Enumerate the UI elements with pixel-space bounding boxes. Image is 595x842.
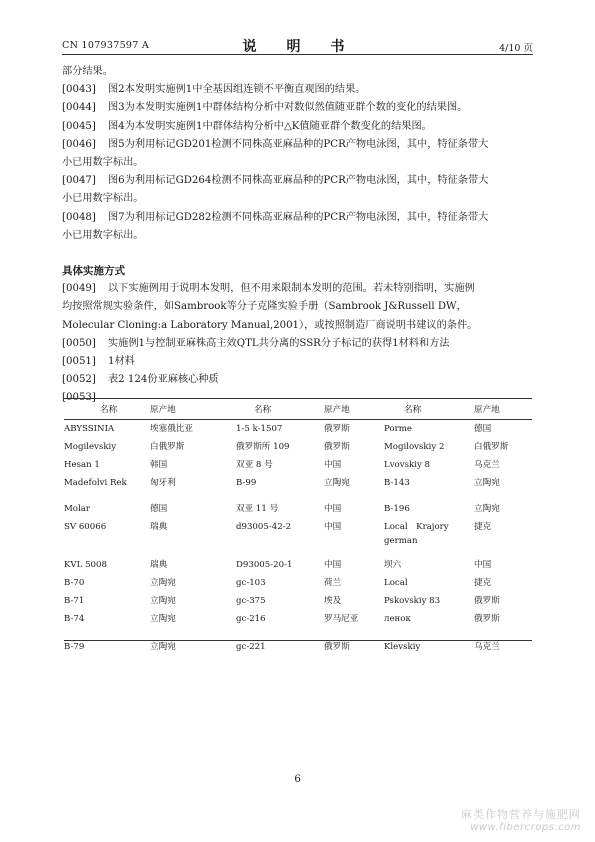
table-cell: 俄罗斯 [324, 642, 350, 652]
paragraph-0050 [62, 335, 537, 353]
table-cell: 坝六 [384, 560, 402, 570]
table-cell: 双亚 8 号 [236, 460, 273, 470]
paragraph-continuation: 小已用数字标出。 [62, 157, 144, 168]
table-cell: 双亚 11 号 [236, 504, 279, 514]
table-cell: B-79 [64, 642, 85, 652]
table-cell: SV 60066 [64, 522, 107, 532]
table-cell: gc-216 [236, 614, 266, 624]
table-cell: Local Krajory german [384, 522, 449, 546]
paragraph-continuation: Molecular Cloning:a Laboratory Manual,2001），或按照制造厂商说明书建议的条件。 [62, 319, 478, 331]
column-header: 名称 [236, 400, 324, 420]
paragraph-tag: [0045] [62, 120, 96, 132]
table-row [64, 628, 532, 656]
table-cell: gc-375 [236, 596, 266, 606]
table-cell: Local [384, 578, 408, 588]
paragraph-text: 1材料 [108, 355, 135, 367]
paragraph-text: 图7为利用标记GD282检测不同株高亚麻品种的PCR产物电泳图，其中，特征条带大 [108, 211, 489, 223]
table-cell: 德国 [150, 504, 168, 514]
paragraph-tag: [0052] [62, 374, 96, 386]
table-cell: Lvovskiy 8 [384, 460, 431, 470]
paragraph-text: 实施例1与控制亚麻株高主效QTL共分离的SSR分子标记的获得1材料和方法 [108, 337, 450, 349]
table-cell: 俄罗斯所 109 [236, 442, 290, 452]
table-cell: Mogilovskiy 2 [384, 442, 445, 452]
table-cell: 荷兰 [324, 578, 342, 588]
table-cell: 俄罗斯 [324, 424, 350, 434]
header-rule [62, 54, 533, 55]
table-cell: 俄罗斯 [474, 596, 500, 606]
paragraph-tag: [0048] [62, 211, 96, 223]
table-row [64, 438, 532, 456]
table-cell: 1-5 k-1507 [236, 424, 283, 434]
paragraph-tag: [0046] [62, 138, 96, 150]
table-row [64, 456, 532, 474]
table-cell: 立陶宛 [474, 478, 500, 488]
table-cell: Hesan 1 [64, 460, 100, 470]
table-cell: B-99 [236, 478, 257, 488]
table-row [64, 492, 532, 518]
table-cell: B-74 [64, 614, 85, 624]
paragraph-continuation: 均按照常规实验条件，如Sambrook等分子克隆实验手册（Sambrook J&Russell DW， [62, 301, 467, 313]
paragraph-continuation: 小已用数字标出。 [62, 193, 144, 205]
table-header-row [64, 400, 532, 420]
header-patent-number: CN 107937597 A [62, 40, 150, 51]
column-header: 名称 [384, 400, 474, 420]
paragraph-tag: [0053] [62, 392, 96, 404]
column-header: 原产地 [474, 400, 532, 420]
paragraph-text: 图4为本发明实施例1中群体结构分析中△K值随亚群个数变化的结果图。 [108, 120, 432, 132]
table-cell: 中国 [324, 460, 342, 470]
table-cell: 瑞典 [150, 522, 168, 532]
figure-paragraph-0043 [62, 81, 537, 99]
paragraph-text: 图2本发明实施例1中全基因组连锁不平衡直观图的结果。 [108, 84, 366, 96]
table-cell: 白俄罗斯 [474, 442, 509, 452]
table-cell: 俄罗斯 [324, 442, 350, 452]
table-cell: 立陶宛 [150, 642, 176, 652]
paragraph-tag: [0051] [62, 355, 96, 367]
paragraph-0049 [62, 280, 537, 335]
column-header: 名称 [64, 400, 150, 420]
table-cell: 立陶宛 [150, 614, 176, 624]
table-cell: 瑞典 [150, 560, 168, 570]
table-cell: 埃及 [324, 596, 342, 606]
table-bottom-rule [64, 640, 532, 641]
table-cell: 中国 [474, 560, 492, 570]
document-body [62, 63, 537, 408]
table-cell: 韩国 [150, 460, 168, 470]
table-cell: 乌克兰 [474, 460, 500, 470]
section-title: 具体实施方式 [62, 264, 125, 277]
table-cell: 白俄罗斯 [150, 442, 185, 452]
table-cell: 立陶宛 [150, 578, 176, 588]
table-cell: 中国 [324, 522, 342, 532]
figure-paragraph-0045 [62, 118, 537, 136]
table-cell: 德国 [474, 424, 492, 434]
header-page-info: 4/10 页 [499, 43, 533, 54]
table-cell: 中国 [324, 504, 342, 514]
table-cell: 俄罗斯 [474, 614, 500, 624]
table-cell: Klevskiy [384, 642, 421, 652]
table-row [64, 574, 532, 592]
table-cell: 匈牙利 [150, 478, 176, 488]
table-top-rule [64, 398, 532, 399]
table-row [64, 610, 532, 628]
table-row [64, 420, 532, 439]
watermark-title: 麻类作物营养与施肥网 [461, 808, 581, 821]
germplasm-table [64, 400, 532, 656]
table-cell: gc-103 [236, 578, 266, 588]
paragraph-0052 [62, 371, 537, 389]
header-title: 说 明 书 [242, 39, 353, 55]
table-cell: ABYSSINIA [64, 424, 115, 434]
paragraph-text: 以下实施例用于说明本发明，但不用来限制本发明的范围。若未特别指明，实施例 [108, 283, 475, 295]
watermark-url: www.fibercrops.com [470, 822, 581, 833]
paragraph-text: 图3为本发明实施例1中群体结构分析中对数似然值随亚群个数的变化的结果图。 [108, 102, 468, 114]
table-row [64, 550, 532, 574]
table-cell: 立陶宛 [150, 596, 176, 606]
table-cell: B-143 [384, 478, 410, 488]
paragraph-tag: [0043] [62, 84, 96, 96]
table-cell: B-196 [384, 504, 410, 514]
table-cell: gc-221 [236, 642, 266, 652]
paragraph-text: 图6为利用标记GD264检测不同株高亚麻品种的PCR产物电泳图，其中，特征条带大 [108, 175, 489, 187]
paragraph-tag: [0049] [62, 283, 96, 295]
table-cell: B-71 [64, 596, 85, 606]
table-cell: 捷克 [474, 578, 492, 588]
watermark [461, 806, 581, 833]
paragraph-continuation: 小已用数字标出。 [62, 229, 144, 241]
table-cell: Mogilevskiy [64, 442, 117, 452]
table-cell: 立陶宛 [324, 478, 350, 488]
table-cell: 罗马尼亚 [324, 614, 359, 624]
page-number: 6 [294, 774, 301, 785]
table-row [64, 592, 532, 610]
table-cell: KVL 5008 [64, 560, 107, 570]
column-header: 原产地 [150, 400, 236, 420]
paragraph-tag: [0047] [62, 175, 96, 187]
table-cell: Molar [64, 504, 90, 514]
figure-paragraph-0048 [62, 209, 537, 245]
column-header: 原产地 [324, 400, 384, 420]
table-cell: 捷克 [474, 522, 492, 532]
table-caption: 表2 124份亚麻核心种质 [108, 374, 219, 386]
table-cell: 中国 [324, 560, 342, 570]
table-cell: Pskovskiy 83 [384, 596, 441, 606]
table-row [64, 518, 532, 550]
table-cell: 埃塞俄比亚 [150, 424, 193, 434]
table-cell: Madefolvi Rek [64, 478, 127, 488]
figure-paragraph-0046 [62, 136, 537, 172]
table-cell: ленок [384, 614, 411, 624]
intro-line: 部分结果。 [62, 66, 113, 77]
table-cell: 立陶宛 [474, 504, 500, 514]
table-cell: D93005-20-1 [236, 560, 293, 570]
table-cell: B-70 [64, 578, 85, 588]
table-cell: Porme [384, 424, 412, 434]
paragraph-0051 [62, 353, 537, 371]
paragraph-tag: [0050] [62, 337, 96, 349]
table-cell: d93005-42-2 [236, 522, 292, 532]
figure-paragraph-0047 [62, 172, 537, 208]
table-row [64, 474, 532, 492]
paragraph-tag: [0044] [62, 102, 96, 114]
table-cell: 乌克兰 [474, 642, 500, 652]
paragraph-text: 图5为利用标记GD201检测不同株高亚麻品种的PCR产物电泳图，其中，特征条带大 [108, 138, 489, 150]
figure-paragraph-0044 [62, 99, 537, 117]
